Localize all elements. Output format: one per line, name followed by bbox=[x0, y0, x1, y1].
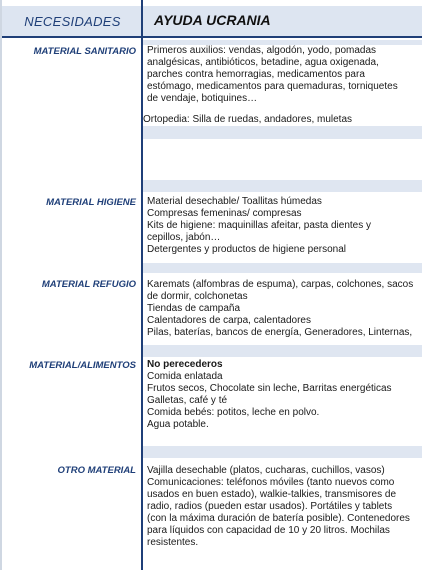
ortopedia-line: Ortopedia: Silla de ruedas, andadores, muletas bbox=[143, 114, 353, 125]
content-line: Detergentes y productos de higiene personal bbox=[147, 244, 347, 255]
content-line: Galletas, café y té bbox=[147, 395, 228, 406]
content-line: Tiendas de campaña bbox=[147, 303, 241, 314]
content-line: Frutos secos, Chocolate sin leche, Barritas energéticas bbox=[147, 383, 392, 394]
content-line: de dormir, colchonetas bbox=[147, 291, 248, 302]
row-band bbox=[143, 345, 422, 357]
header-needs: NECESIDADES bbox=[24, 14, 121, 29]
section-content-alimentos bbox=[147, 359, 417, 431]
section-label-sanitario: MATERIAL SANITARIO bbox=[33, 46, 136, 57]
content-line: Vajilla desechable (platos, cucharas, cuchillos, vasos) bbox=[147, 465, 385, 476]
section-content-refugio bbox=[147, 279, 417, 339]
content-line: usados en buen estado), walkie-talkies, transmisores de bbox=[147, 489, 397, 500]
content-line-heading: No perecederos bbox=[147, 359, 223, 370]
content-line: Primeros auxilios: vendas, algodón, yodo, pomadas bbox=[147, 45, 377, 56]
section-content-higiene bbox=[147, 196, 417, 256]
section-content-otro bbox=[147, 465, 417, 549]
section-label-otro: OTRO MATERIAL bbox=[57, 465, 136, 476]
content-line: Comida bebés: potitos, leche en polvo. bbox=[147, 407, 320, 418]
content-line: Material desechable/ Toallitas húmedas bbox=[147, 196, 322, 207]
content-line: estómago, medicamentos para quemaduras, torniquetes bbox=[147, 81, 398, 92]
content-line: Kits de higiene: maquinillas afeitar, pasta dientes y bbox=[147, 220, 372, 231]
content-line: cepillos, jabón… bbox=[147, 232, 221, 243]
content-line: (con la máxima duración de batería posible). Contenedores bbox=[147, 513, 410, 524]
content-line: Calentadores de carpa, calentadores bbox=[147, 315, 311, 326]
header-divider bbox=[2, 36, 422, 38]
section-label-refugio: MATERIAL REFUGIO bbox=[41, 279, 136, 290]
header-title: AYUDA UCRANIA bbox=[154, 12, 271, 28]
content-line: Agua potable. bbox=[147, 419, 209, 430]
content-line: Comunicaciones: teléfonos móviles (tanto nuevos como bbox=[147, 477, 395, 488]
column-divider bbox=[141, 0, 143, 570]
row-band bbox=[143, 446, 422, 458]
content-line: radio, radios (pueden estar usados). Portátiles y tablets bbox=[147, 501, 393, 512]
left-margin-rule bbox=[0, 0, 2, 570]
section-label-alimentos: MATERIAL/ALIMENTOS bbox=[29, 360, 136, 371]
content-line: Pilas, baterías, bancos de energía, Generadores, Linternas, bbox=[147, 327, 413, 338]
row-band bbox=[143, 263, 422, 273]
section-content-sanitario bbox=[147, 45, 417, 105]
section-label-higiene: MATERIAL HIGIENE bbox=[46, 197, 136, 208]
content-line: Compresas femeninas/ compresas bbox=[147, 208, 302, 219]
content-line: para líquidos con capacidad de 10 y 20 litros. Mochilas bbox=[147, 525, 390, 536]
content-line: Comida enlatada bbox=[147, 371, 223, 382]
row-band bbox=[143, 126, 422, 139]
content-line: Karemats (alfombras de espuma), carpas, colchones, sacos bbox=[147, 279, 414, 290]
row-band bbox=[143, 180, 422, 192]
content-line: analgésicas, antibióticos, betadine, agua oxigenada, bbox=[147, 57, 379, 68]
content-line: resistentes. bbox=[147, 537, 199, 548]
content-line: parches contra hemorragias, medicamentos para bbox=[147, 69, 365, 80]
table-header bbox=[2, 6, 422, 36]
content-line: de vendaje, botiquines… bbox=[147, 93, 258, 104]
